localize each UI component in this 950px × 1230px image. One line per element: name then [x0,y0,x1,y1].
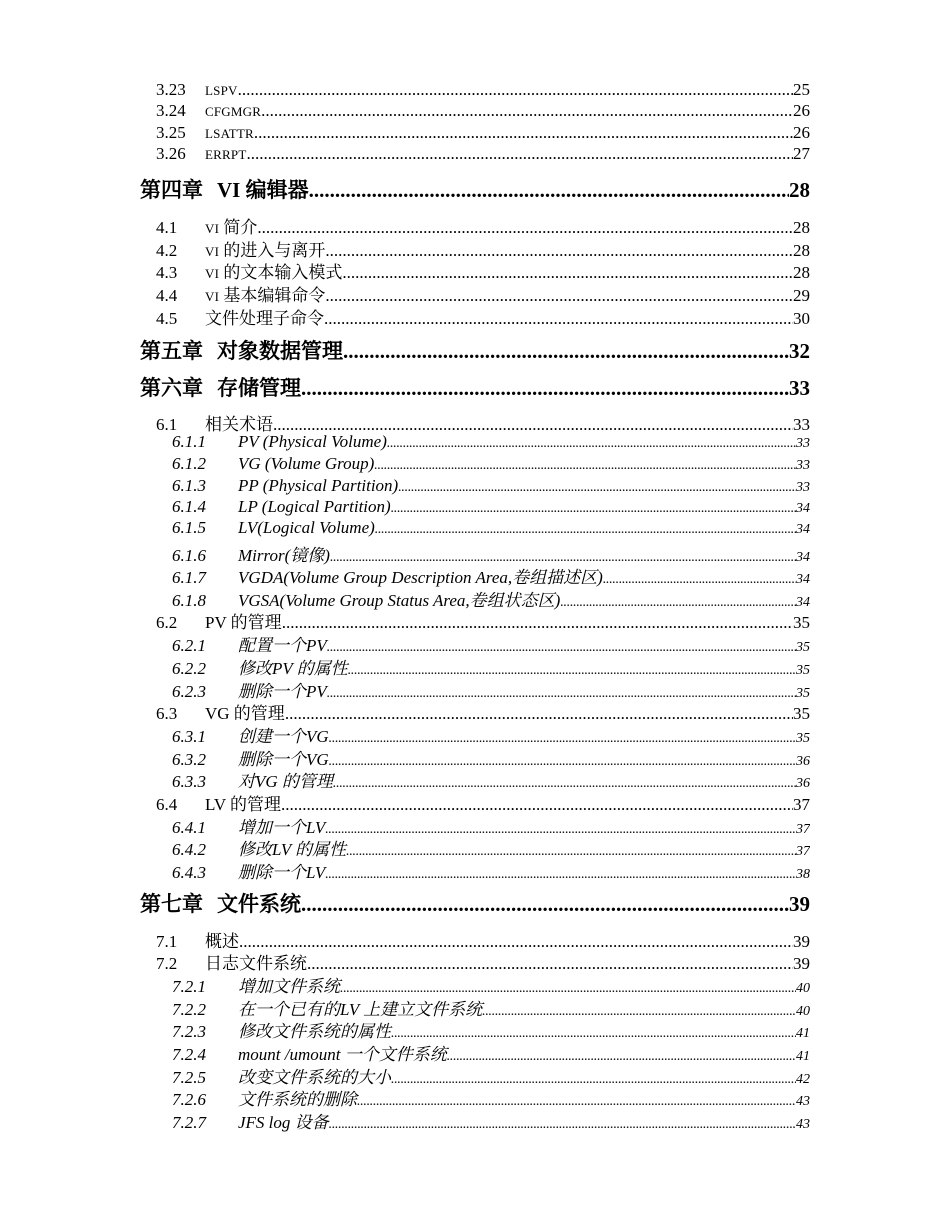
toc-dot-leader [307,954,793,974]
toc-subsection-entry[interactable] [172,518,810,538]
toc-entry-title: 配置一个PV [238,636,327,655]
toc-subsection-entry[interactable] [172,972,810,997]
toc-chapter-entry[interactable] [140,335,810,365]
toc-entry-number: 6.1.6 [172,546,206,565]
toc-dot-leader [343,339,789,364]
toc-dot-leader [281,795,793,815]
toc-subsection-entry[interactable] [172,858,810,883]
toc-entry-number: 6.2.2 [172,659,206,678]
toc-entry-number: 3.23 [156,80,186,99]
toc-page-number: 37 [793,795,810,814]
toc-page-number: 29 [793,286,810,305]
toc-dot-leader [387,436,796,452]
toc-dot-leader [285,704,793,724]
toc-page-number: 41 [796,1026,810,1041]
toc-entry-number: 3.25 [156,123,186,142]
toc-dot-leader [375,522,796,538]
toc-entry-number: 第四章 [140,178,203,202]
toc-page-number: 25 [793,80,810,99]
toc-entry-title: 概述 [205,932,239,951]
toc-entry-title: VG 的管理 [205,704,285,723]
toc-section-entry[interactable] [156,949,810,974]
toc-dot-leader [254,123,793,143]
toc-entry-title: LSATTR [205,126,254,141]
toc-page-number: 34 [796,572,810,587]
toc-page-number: 26 [793,123,810,142]
toc-entry-number: 7.2.3 [172,1022,206,1041]
toc-subsection-entry[interactable] [172,1108,810,1133]
toc-entry-title: LSPV [205,83,238,98]
toc-dot-leader [398,480,796,496]
toc-dot-leader [391,501,796,517]
toc-entry-number: 6.3 [156,704,178,723]
toc-section-entry[interactable] [156,304,810,329]
toc-entry-title: ERRPT [205,147,247,162]
toc-entry-title: PV 的管理 [205,613,282,632]
toc-page-number: 35 [796,731,810,746]
toc-entry-title: CFGMGR [205,104,262,119]
toc-subsection-entry[interactable] [172,454,810,474]
toc-entry-title: VI 基本编辑命令 [205,286,326,305]
toc-entry-title: 删除一个VG [238,750,329,769]
toc-entry-number: 6.4 [156,795,178,814]
toc-page-number: 28 [789,178,810,202]
toc-entry-number: 4.5 [156,309,178,328]
toc-section-entry[interactable] [156,101,810,121]
toc-page-number: 33 [796,458,810,473]
toc-page-number: 41 [796,1049,810,1064]
toc-page-number: 33 [789,376,810,400]
toc-section-entry[interactable] [156,608,810,633]
toc-entry-title: 相关术语 [205,415,273,434]
toc-section-entry[interactable] [156,144,810,164]
toc-entry-number: 3.24 [156,101,186,120]
toc-dot-leader [301,376,789,401]
toc-dot-leader [282,613,793,633]
toc-page-number: 42 [796,1072,810,1087]
toc-entry-title: 存储管理 [217,376,301,400]
toc-entry-title: 对VG 的管理 [238,772,333,791]
toc-section-entry[interactable] [156,213,810,238]
toc-page-number: 33 [796,436,810,451]
toc-page-number: 36 [796,754,810,769]
toc-page-number: 34 [796,550,810,565]
toc-entry-title: VI 的进入与离开 [205,241,326,260]
toc-entry-number: 7.2.6 [172,1090,206,1109]
toc-entry-title: 文件系统的删除 [238,1090,357,1109]
toc-entry-title: 修改文件系统的属性 [238,1022,391,1041]
toc-page-number: 35 [793,704,810,723]
toc-page-number: 34 [796,522,810,537]
toc-entry-title: mount /umount 一个文件系统 [238,1045,447,1064]
toc-subsection-entry[interactable] [172,1017,810,1042]
toc-page-number: 37 [796,844,810,859]
toc-page-number: 33 [793,415,810,434]
toc-page-number: 40 [796,981,810,996]
toc-subsection-entry[interactable] [172,563,810,588]
toc-dot-leader [374,458,796,474]
toc-entry-title: VG (Volume Group) [238,454,375,473]
toc-entry-number: 7.2.2 [172,1000,206,1019]
toc-entry-number: 6.1.7 [172,568,206,587]
toc-page-number: 39 [793,954,810,973]
toc-entry-number: 6.1.5 [172,518,206,537]
toc-chapter-entry[interactable] [140,372,810,402]
toc-dot-leader [238,80,793,100]
toc-subsection-entry[interactable] [172,476,810,496]
toc-entry-title: VI 的文本输入模式 [205,263,343,282]
toc-dot-leader [324,309,793,329]
toc-entry-title: 增加文件系统 [238,977,340,996]
toc-entry-title: 删除一个PV [238,682,327,701]
toc-entry-title: JFS log 设备 [238,1113,329,1132]
toc-entry-number: 7.2.1 [172,977,206,996]
toc-dot-leader [329,1117,796,1133]
toc-dot-leader [325,286,793,306]
toc-entry-title: 删除一个LV [238,863,326,882]
toc-dot-leader [257,218,793,238]
toc-entry-title: VI 简介 [205,218,258,237]
toc-entry-number: 6.1.1 [172,432,206,451]
toc-entry-title: 修改LV 的属性 [238,840,347,859]
toc-section-entry[interactable] [156,281,810,306]
toc-entry-title: PP (Physical Partition) [238,476,399,495]
toc-section-entry[interactable] [156,80,810,100]
toc-page-number: 35 [796,640,810,655]
toc-entry-title: LV 的管理 [205,795,282,814]
toc-dot-leader [325,867,796,883]
toc-entry-number: 7.2.7 [172,1113,206,1132]
toc-dot-leader [309,178,789,203]
toc-entry-number: 7.1 [156,932,178,951]
toc-entry-number: 4.3 [156,263,178,282]
toc-page-number: 34 [796,501,810,516]
toc-page-number: 28 [793,263,810,282]
toc-entry-number: 6.1.2 [172,454,206,473]
toc-entry-number: 第六章 [140,376,203,400]
toc-entry-number: 6.1.4 [172,497,206,516]
toc-subsection-entry[interactable] [172,722,810,747]
toc-page-number: 30 [793,309,810,328]
toc-entry-title: VGSA(Volume Group Status Area,卷组状态区) [238,591,561,610]
toc-page-number: 37 [796,822,810,837]
toc-entry-number: 7.2.4 [172,1045,206,1064]
toc-section-entry[interactable] [156,790,810,815]
toc-entry-title: 文件处理子命令 [205,309,324,328]
toc-entry-title: PV (Physical Volume) [238,432,387,451]
toc-section-entry[interactable] [156,699,810,724]
toc-entry-number: 3.26 [156,144,186,163]
toc-entry-title: 对象数据管理 [217,339,343,363]
toc-entry-title: 日志文件系统 [205,954,307,973]
toc-subsection-entry[interactable] [172,1085,810,1110]
toc-entry-number: 6.3.1 [172,727,206,746]
toc-entry-number: 4.1 [156,218,178,237]
toc-entry-number: 6.1.8 [172,591,206,610]
toc-subsection-entry[interactable] [172,497,810,517]
toc-dot-leader [342,263,793,283]
toc-entry-number: 第五章 [140,339,203,363]
toc-entry-number: 7.2.5 [172,1068,206,1087]
toc-page-number: 43 [796,1094,810,1109]
toc-entry-title: LV(Logical Volume) [238,518,375,537]
toc-page-number: 39 [789,892,810,916]
toc-subsection-entry[interactable] [172,654,810,679]
toc-entry-number: 6.3.2 [172,750,206,769]
toc-section-entry[interactable] [156,258,810,283]
toc-entry-number: 6.2 [156,613,178,632]
toc-entry-number: 6.2.1 [172,636,206,655]
toc-entry-number: 6.2.3 [172,682,206,701]
toc-entry-number: 6.4.1 [172,818,206,837]
toc-entry-title: 修改PV 的属性 [238,659,348,678]
toc-section-entry[interactable] [156,123,810,143]
toc-entry-title: 创建一个VG [238,727,329,746]
toc-subsection-entry[interactable] [172,1040,810,1065]
toc-entry-title: VI 编辑器 [217,178,309,202]
toc-entry-number: 4.2 [156,241,178,260]
toc-entry-title: 文件系统 [217,892,301,916]
toc-dot-leader [261,101,793,121]
toc-page-number: 28 [793,241,810,260]
toc-chapter-entry[interactable] [140,174,810,204]
toc-entry-title: Mirror(镜像) [238,546,330,565]
toc-page-number: 40 [796,1004,810,1019]
toc-entry-number: 6.1 [156,415,178,434]
toc-page-number: 28 [793,218,810,237]
toc-subsection-entry[interactable] [172,767,810,792]
toc-page-number: 35 [796,686,810,701]
toc-entry-title: 在一个已有的LV 上建立文件系统 [238,1000,483,1019]
toc-page-number: 39 [793,932,810,951]
toc-page-number: 35 [796,663,810,678]
toc-subsection-entry[interactable] [172,631,810,656]
toc-subsection-entry[interactable] [172,432,810,452]
toc-page-number: 38 [796,867,810,882]
toc-dot-leader [301,892,789,917]
toc-entry-number: 4.4 [156,286,178,305]
toc-entry-number: 第七章 [140,892,203,916]
toc-dot-leader [246,144,793,164]
toc-page-number: 26 [793,101,810,120]
toc-entry-number: 6.4.3 [172,863,206,882]
toc-page-number: 33 [796,480,810,495]
toc-chapter-entry[interactable] [140,888,810,918]
toc-entry-number: 7.2 [156,954,178,973]
toc-entry-number: 6.4.2 [172,840,206,859]
toc-page-number: 35 [793,613,810,632]
toc-page-number: 27 [793,144,810,163]
toc-entry-title: 增加一个LV [238,818,326,837]
toc-page-number: 32 [789,339,810,363]
toc-page-number: 36 [796,776,810,791]
toc-entry-number: 6.1.3 [172,476,206,495]
toc-entry-title: 改变文件系统的大小 [238,1068,391,1087]
toc-page-number: 34 [796,595,810,610]
toc-page-number: 43 [796,1117,810,1132]
toc-entry-title: LP (Logical Partition) [238,497,391,516]
toc-entry-title: VGDA(Volume Group Description Area,卷组描述区) [238,568,603,587]
toc-subsection-entry[interactable] [172,835,810,860]
toc-entry-number: 6.3.3 [172,772,206,791]
